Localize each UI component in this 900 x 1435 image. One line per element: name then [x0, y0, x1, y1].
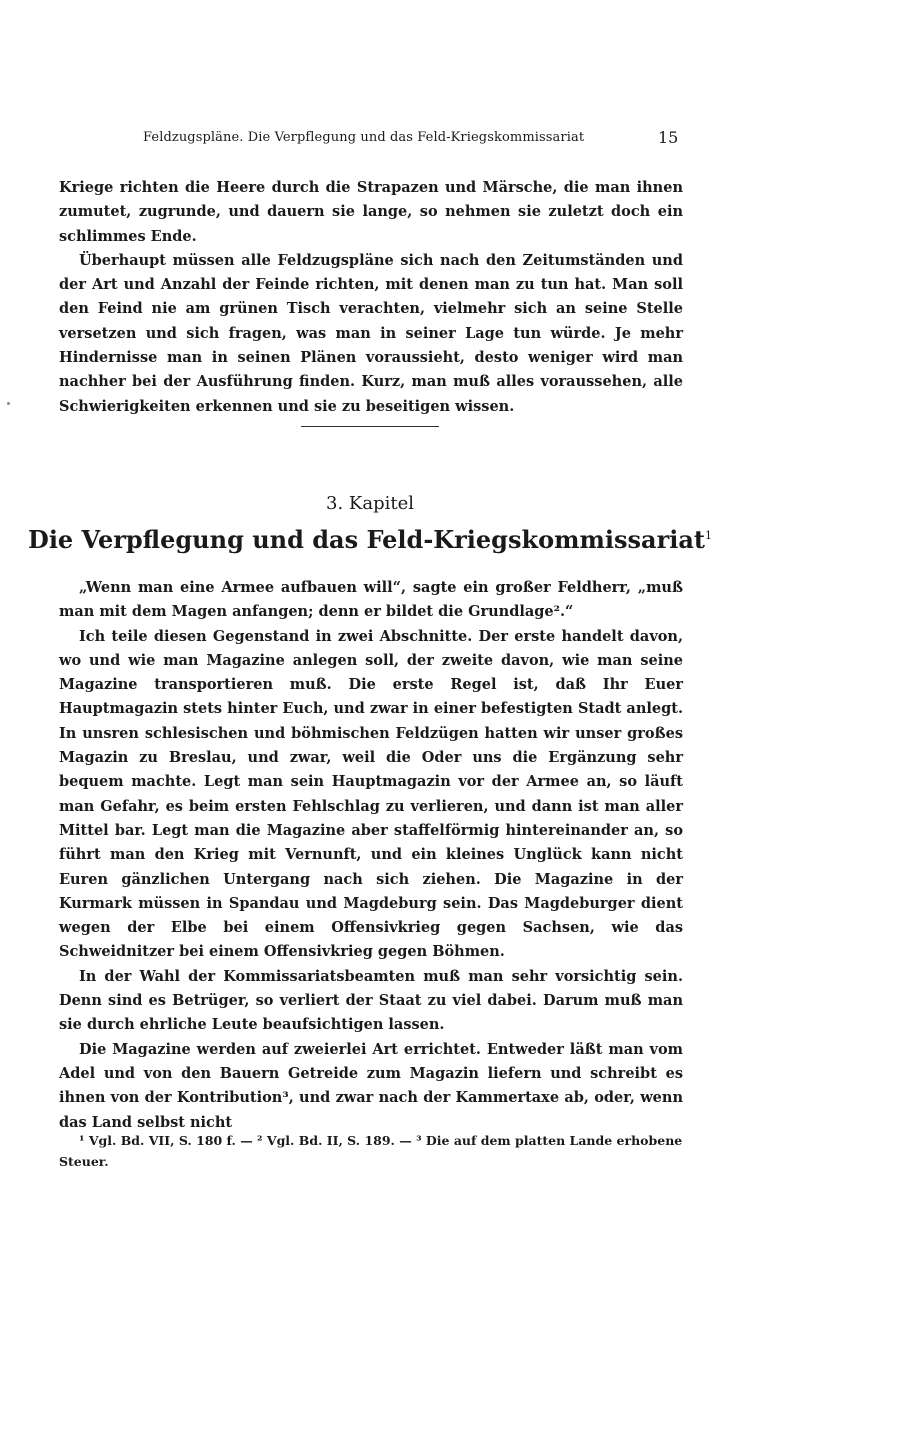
chapter-title — [0, 525, 740, 554]
top-text-block — [59, 176, 683, 419]
paragraph-quote: „Wenn man eine Armee aufbauen will“, sagte ein großer Feldherr, „muß man mit dem Magen anfangen; denn er bildet die Grundlage².“ — [59, 579, 683, 621]
footnote-text: ¹ Vgl. Bd. VII, S. 180 f. — ² Vgl. Bd. II, S. 189. — ³ Die auf dem platten Lande erhobene Steuer. — [59, 1133, 683, 1169]
page-speck — [7, 402, 10, 405]
paragraph-magazines: Ich teile diesen Gegenstand in zwei Abschnitte. Der erste handelt davon, wo und wie man Magazine anlegen soll, der zweite davon, wie man seine Magazine transportieren muß. Die erste Regel ist, daß Ihr Euer Hauptmagazin stets hinter Euch, und zwar in einer befestigten Stadt anlegt. In unsren schlesischen und böhmischen Feldzügen hatten wir unser großes Magazin zu Breslau, und zwar, weil die Oder uns die Ergänzung sehr bequem machte. Legt man sein Hauptmagazin vor der Armee an, so läuft man Gefahr, es beim ersten Fehlschlag zu verlieren, und dann ist man aller Mittel bar. Legt man die Magazine aber staffelförmig hintereinander an, so führt man den Krieg mit Vernunft, und ein kleines Unglück kann nicht Euren gänzlichen Untergang nach sich ziehen. Die Magazine in der Kurmark müssen in Spandau und Magdeburg sein. Das Magdeburger dient wegen der Elbe bei einem Offensivkrieg gegen Sachsen, wie das Schweidnitzer bei einem Offensivkrieg gegen Böhmen. — [59, 627, 683, 961]
section-divider — [301, 426, 439, 427]
paragraph-campaign-plans: Überhaupt müssen alle Feldzugspläne sich nach den Zeitumständen und der Art und Anzahl der Feinde richten, mit denen man zu tun hat. Man soll den Feind nie am grünen Tisch verachten, vielmehr sich an seine Stelle versetzen und sich fragen, was man in seiner Lage tun würde. Je mehr Hindernisse man in seinen Plänen voraussieht, desto weniger wird man nachher bei der Ausführung finden. Kurz, man muß alles voraussehen, alle Schwierigkeiten erkennen und sie zu beseitigen wissen. — [59, 251, 683, 415]
paragraph-establishment: Die Magazine werden auf zweierlei Art errichtet. Entweder läßt man vom Adel und von den Bauern Getreide zum Magazin liefern und schreibt es ihnen von der Kontribution³, und zwar nach der Kammertaxe ab, oder, wenn das Land selbst nicht — [59, 1040, 683, 1131]
running-head — [0, 130, 900, 150]
footnotes — [59, 1130, 683, 1172]
page-number: 15 — [658, 128, 679, 147]
running-title: Feldzugspläne. Die Verpflegung und das Feld-Kriegskommissariat — [143, 130, 585, 145]
chapter-title-note: 1 — [705, 529, 712, 542]
chapter-number: 3. Kapitel — [326, 493, 414, 514]
chapter-title-text: Die Verpflegung und das Feld-Kriegskommissariat — [28, 525, 705, 554]
chapter-text-block — [59, 576, 683, 1135]
paragraph-officials: In der Wahl der Kommissariatsbeamten muß man sehr vorsichtig sein. Denn sind es Betrüger, so verliert der Staat zu viel dabei. Darum muß man sie durch ehrliche Leute beaufsichtigen lassen. — [59, 967, 683, 1034]
paragraph-continuation: Kriege richten die Heere durch die Strapazen und Märsche, die man ihnen zumutet, zugrunde, und dauern sie lange, so nehmen sie zuletzt doch ein schlimmes Ende. — [59, 179, 683, 245]
